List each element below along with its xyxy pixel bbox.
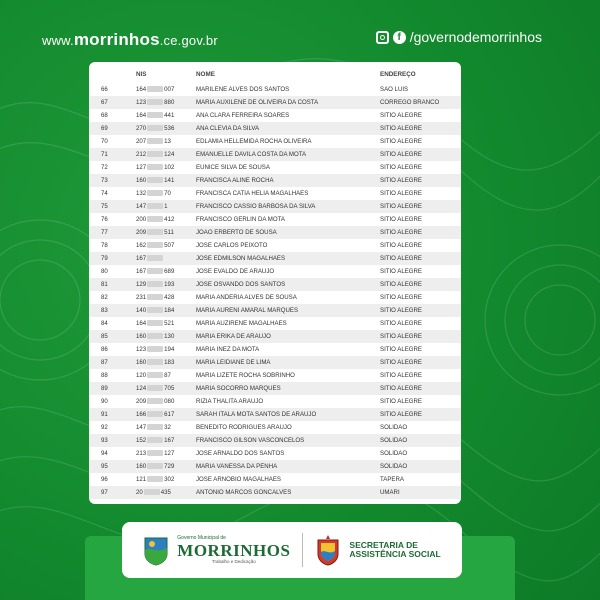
row-nome: JOSE OSVANDO DOS SANTOS bbox=[190, 278, 374, 291]
nis-redacted-mask bbox=[147, 203, 163, 209]
row-nome: JOSE ARNOBIO MAGALHAES bbox=[196, 476, 281, 483]
row-nis bbox=[130, 109, 190, 122]
row-nome: FRANCISCA CATIA HELIA MAGALHAES bbox=[196, 190, 309, 197]
row-nome: FRANCISCO GILSON VASCONCELOS bbox=[190, 434, 374, 447]
row-endereco: SITIO ALEGRE bbox=[374, 148, 461, 161]
nis-redacted-mask bbox=[147, 125, 163, 131]
column-header-nis: NIS bbox=[136, 71, 147, 78]
row-nome: MARILENE ALVES DOS SANTOS bbox=[196, 86, 290, 93]
nis-end: 689 bbox=[164, 268, 175, 275]
nis-redacted-mask bbox=[147, 463, 163, 469]
nis-start: 147 bbox=[136, 424, 147, 431]
table-row bbox=[89, 161, 461, 174]
row-nis bbox=[130, 122, 190, 135]
row-endereco: TAPERA bbox=[380, 476, 404, 483]
row-index: 69 bbox=[89, 122, 130, 135]
nis-start: 212 bbox=[136, 151, 147, 158]
prefeitura-label: Governo Municipal de bbox=[177, 535, 226, 542]
row-nis bbox=[130, 473, 190, 486]
row-nis bbox=[130, 226, 190, 239]
row-index: 79 bbox=[89, 252, 130, 265]
row-nome: MARIA AUZIRENE MAGALHAES bbox=[196, 320, 287, 327]
row-index: 77 bbox=[89, 226, 130, 239]
nis-end: 729 bbox=[164, 463, 175, 470]
nis-end: 441 bbox=[164, 112, 175, 119]
nis-redacted-mask bbox=[147, 398, 163, 404]
nis-redacted-mask bbox=[147, 268, 163, 274]
nis-redacted-mask bbox=[147, 216, 163, 222]
row-nome: ANA CLEVIA DA SILVA bbox=[190, 122, 374, 135]
row-nome: MARIA LEIDIANE DE LIMA bbox=[190, 356, 374, 369]
row-nis bbox=[130, 200, 190, 213]
nis-redacted-mask bbox=[147, 177, 163, 183]
row-index: 90 bbox=[101, 398, 108, 405]
table-row bbox=[89, 447, 461, 460]
row-index: 81 bbox=[89, 278, 130, 291]
nis-start: 166 bbox=[136, 411, 147, 418]
row-nome: FRANCISCA ALINE ROCHA bbox=[190, 174, 374, 187]
row-nome: MARIA VANESSA DA PENHA bbox=[190, 460, 374, 473]
table-row bbox=[89, 96, 461, 109]
row-nis bbox=[130, 304, 190, 317]
nis-redacted-mask bbox=[147, 164, 163, 170]
row-index: 80 bbox=[101, 268, 108, 275]
nis-redacted-mask bbox=[147, 242, 163, 248]
row-nis bbox=[130, 434, 190, 447]
nis-redacted-mask bbox=[147, 138, 163, 144]
row-nome: FRANCISCO GERLIN DA MOTA bbox=[196, 216, 285, 223]
row-index: 97 bbox=[89, 486, 130, 499]
nis-start: 209 bbox=[136, 398, 147, 405]
column-header-nome: NOME bbox=[196, 71, 215, 78]
row-nis bbox=[130, 408, 190, 421]
nis-end: 184 bbox=[164, 307, 175, 314]
nis-end: 183 bbox=[164, 359, 175, 366]
table-row bbox=[89, 291, 461, 304]
beneficiary-table bbox=[89, 62, 461, 499]
row-index: 76 bbox=[101, 216, 108, 223]
row-index: 68 bbox=[101, 112, 108, 119]
nis-redacted-mask bbox=[144, 489, 160, 495]
nis-end: 87 bbox=[164, 372, 171, 379]
row-index: 70 bbox=[101, 138, 108, 145]
row-nome: MARIA AURENI AMARAL MARQUES bbox=[190, 304, 374, 317]
instagram-icon bbox=[376, 31, 389, 44]
nis-end: 102 bbox=[164, 164, 175, 171]
table-row bbox=[89, 343, 461, 356]
row-nome: MARIA ERIKA DE ARAUJO bbox=[190, 330, 374, 343]
nis-redacted-mask bbox=[147, 424, 163, 430]
row-nis bbox=[130, 148, 190, 161]
row-nome: RIZIA THALITA ARAUJO bbox=[196, 398, 264, 405]
site-url-suffix: .ce.gov.br bbox=[159, 33, 218, 48]
row-endereco: SITIO ALEGRE bbox=[380, 164, 422, 171]
nis-redacted-mask bbox=[147, 437, 163, 443]
row-endereco: SITIO ALEGRE bbox=[380, 268, 422, 275]
table-row bbox=[89, 135, 461, 148]
row-endereco: SITIO ALEGRE bbox=[374, 382, 461, 395]
table-row bbox=[89, 356, 461, 369]
row-index: 95 bbox=[89, 460, 130, 473]
row-index: 87 bbox=[89, 356, 130, 369]
nis-end: 521 bbox=[164, 320, 175, 327]
row-index: 94 bbox=[101, 450, 108, 457]
row-nis bbox=[130, 343, 190, 356]
nis-redacted-mask bbox=[147, 190, 163, 196]
row-nome: MARIA INEZ DA MOTA bbox=[196, 346, 260, 353]
table-row bbox=[89, 395, 461, 408]
nis-end: 705 bbox=[164, 385, 175, 392]
nis-end: 141 bbox=[164, 177, 175, 184]
nis-redacted-mask bbox=[147, 411, 163, 417]
site-url-prefix: www. bbox=[42, 33, 74, 48]
row-nis bbox=[130, 174, 190, 187]
nis-start: 123 bbox=[136, 99, 147, 106]
nis-start: 123 bbox=[136, 346, 147, 353]
nis-start: 147 bbox=[136, 203, 147, 210]
nis-start: 167 bbox=[136, 255, 147, 262]
row-nis bbox=[130, 278, 190, 291]
nis-redacted-mask bbox=[147, 320, 163, 326]
row-endereco: SITIO ALEGRE bbox=[380, 346, 422, 353]
row-nome: MARIA AUXILENE DE OLIVEIRA DA COSTA bbox=[190, 96, 374, 109]
column-header-index bbox=[89, 62, 130, 83]
row-nis bbox=[130, 161, 190, 174]
row-nis bbox=[130, 460, 190, 473]
nis-redacted-mask bbox=[147, 294, 163, 300]
row-nome: JOSE EVALDO DE ARAUJO bbox=[196, 268, 275, 275]
row-index: 96 bbox=[101, 476, 108, 483]
row-index: 86 bbox=[101, 346, 108, 353]
nis-start: 200 bbox=[136, 216, 147, 223]
nis-redacted-mask bbox=[147, 359, 163, 365]
table-row bbox=[89, 252, 461, 265]
row-endereco: SITIO ALEGRE bbox=[374, 278, 461, 291]
row-nome: JOSE EDMILSON MAGALHAES bbox=[190, 252, 374, 265]
row-index: 82 bbox=[101, 294, 108, 301]
row-endereco: SITIO ALEGRE bbox=[380, 294, 422, 301]
nis-start: 231 bbox=[136, 294, 147, 301]
nis-redacted-mask bbox=[147, 346, 163, 352]
table-row bbox=[89, 317, 461, 330]
table-row bbox=[89, 408, 461, 421]
nis-end: 617 bbox=[164, 411, 175, 418]
row-endereco: SITIO ALEGRE bbox=[374, 330, 461, 343]
facebook-icon: f bbox=[393, 31, 406, 44]
row-endereco: SITIO ALEGRE bbox=[380, 138, 422, 145]
table-row bbox=[89, 148, 461, 161]
nis-start: 20 bbox=[136, 489, 143, 496]
row-nome: JOSE CARLOS PEIXOTO bbox=[196, 242, 268, 249]
row-endereco: SITIO ALEGRE bbox=[374, 174, 461, 187]
column-header-endereco: ENDEREÇO bbox=[380, 71, 416, 78]
nis-start: 121 bbox=[136, 476, 147, 483]
nis-end: 13 bbox=[164, 138, 171, 145]
row-index: 72 bbox=[101, 164, 108, 171]
nis-start: 207 bbox=[136, 138, 147, 145]
nis-start: 124 bbox=[136, 385, 147, 392]
row-endereco: SITIO ALEGRE bbox=[380, 320, 422, 327]
beneficiary-list-card bbox=[89, 62, 461, 504]
row-index: 83 bbox=[89, 304, 130, 317]
nis-redacted-mask bbox=[147, 99, 163, 105]
nis-end: 193 bbox=[164, 281, 175, 288]
nis-start: 160 bbox=[136, 359, 147, 366]
row-endereco: SITIO ALEGRE bbox=[374, 200, 461, 213]
row-endereco: SITIO ALEGRE bbox=[374, 226, 461, 239]
nis-end: 167 bbox=[164, 437, 175, 444]
row-index: 85 bbox=[89, 330, 130, 343]
row-endereco: SITIO ALEGRE bbox=[380, 398, 422, 405]
nis-end: 507 bbox=[164, 242, 175, 249]
nis-redacted-mask bbox=[147, 450, 163, 456]
row-nis bbox=[130, 395, 190, 408]
table-header-row bbox=[89, 62, 461, 83]
nis-redacted-mask bbox=[147, 255, 163, 261]
nis-start: 167 bbox=[136, 268, 147, 275]
row-nome: SARAH ITALA MOTA SANTOS DE ARAUJO bbox=[190, 408, 374, 421]
nis-start: 162 bbox=[136, 242, 147, 249]
row-endereco: SOLIDAO bbox=[380, 424, 408, 431]
nis-start: 127 bbox=[136, 164, 147, 171]
table-body bbox=[89, 83, 461, 499]
city-name: MORRINHOS bbox=[177, 540, 291, 560]
city-logo-text bbox=[177, 536, 290, 564]
nis-start: 140 bbox=[136, 307, 147, 314]
row-endereco: SITIO ALEGRE bbox=[374, 252, 461, 265]
nis-end: 124 bbox=[164, 151, 175, 158]
nis-redacted-mask bbox=[147, 372, 163, 378]
table-row bbox=[89, 109, 461, 122]
nis-redacted-mask bbox=[147, 333, 163, 339]
city-logo-icon bbox=[143, 534, 169, 566]
table-row bbox=[89, 369, 461, 382]
nis-start: 132 bbox=[136, 190, 147, 197]
footer-logo-card bbox=[122, 522, 462, 578]
table-row bbox=[89, 226, 461, 239]
secretaria-text bbox=[349, 541, 440, 560]
row-nis bbox=[130, 213, 190, 226]
row-nome: FRANCISCO CASSIO BARBOSA DA SILVA bbox=[190, 200, 374, 213]
nis-start: 213 bbox=[136, 450, 147, 457]
table-row bbox=[89, 434, 461, 447]
table-row bbox=[89, 213, 461, 226]
secretaria-line-1: SECRETARIA DE bbox=[349, 539, 418, 550]
nis-end: 412 bbox=[164, 216, 175, 223]
row-nis bbox=[130, 239, 190, 252]
row-nome: MARIA ANDERIA ALVES DE SOUSA bbox=[196, 294, 297, 301]
row-endereco: SOLIDAO bbox=[374, 434, 461, 447]
row-index: 78 bbox=[101, 242, 108, 249]
social-handle[interactable] bbox=[376, 29, 542, 45]
nis-start: 120 bbox=[136, 372, 147, 379]
row-endereco: SOLIDAO bbox=[380, 450, 408, 457]
row-index: 66 bbox=[101, 86, 108, 93]
row-endereco: SITIO ALEGRE bbox=[374, 356, 461, 369]
row-endereco: SAO LUIS bbox=[380, 86, 409, 93]
nis-end: 70 bbox=[164, 190, 171, 197]
row-index: 89 bbox=[89, 382, 130, 395]
row-index: 75 bbox=[89, 200, 130, 213]
row-nis bbox=[130, 382, 190, 395]
table-row bbox=[89, 187, 461, 200]
nis-redacted-mask bbox=[147, 476, 163, 482]
nis-redacted-mask bbox=[147, 281, 163, 287]
row-nis bbox=[130, 291, 190, 304]
row-endereco: UMARI bbox=[374, 486, 461, 499]
nis-redacted-mask bbox=[147, 385, 163, 391]
row-nome: EMANUELLE DAVILA COSTA DA MOTA bbox=[190, 148, 374, 161]
table-row bbox=[89, 304, 461, 317]
nis-end: 130 bbox=[164, 333, 175, 340]
site-url[interactable] bbox=[42, 30, 218, 50]
nis-start: 160 bbox=[136, 463, 147, 470]
row-nis bbox=[130, 265, 190, 278]
row-index: 71 bbox=[89, 148, 130, 161]
secretaria-line-2: ASSISTÊNCIA SOCIAL bbox=[349, 549, 441, 559]
row-nome: ANTONIO MARCOS GONCALVES bbox=[190, 486, 374, 499]
table-row bbox=[89, 460, 461, 473]
nis-start: 160 bbox=[136, 333, 147, 340]
row-index: 74 bbox=[101, 190, 108, 197]
row-nome: MARIA SOCORRO MARQUES bbox=[190, 382, 374, 395]
table-row bbox=[89, 200, 461, 213]
row-endereco: SITIO ALEGRE bbox=[374, 304, 461, 317]
nis-end: 302 bbox=[164, 476, 175, 483]
site-url-brand: morrinhos bbox=[73, 30, 160, 49]
row-nis bbox=[130, 369, 190, 382]
row-endereco: SITIO ALEGRE bbox=[374, 408, 461, 421]
row-nis bbox=[130, 252, 190, 265]
nis-end: 428 bbox=[164, 294, 175, 301]
nis-redacted-mask bbox=[147, 151, 163, 157]
logo-divider bbox=[302, 533, 303, 567]
row-endereco: SITIO ALEGRE bbox=[380, 242, 422, 249]
row-endereco: SITIO ALEGRE bbox=[380, 112, 422, 119]
table-row bbox=[89, 278, 461, 291]
nis-start: 209 bbox=[136, 229, 147, 236]
row-nis bbox=[130, 330, 190, 343]
row-endereco: SITIO ALEGRE bbox=[374, 122, 461, 135]
social-handle-text: /governodemorrinhos bbox=[409, 29, 542, 45]
row-nome: EUNICE SILVA DE SOUSA bbox=[196, 164, 270, 171]
nis-redacted-mask bbox=[147, 229, 163, 235]
nis-end: 194 bbox=[164, 346, 175, 353]
row-nis bbox=[130, 356, 190, 369]
table-row bbox=[89, 486, 461, 499]
city-tagline: Trabalho e Dedicação bbox=[211, 558, 256, 564]
table-row bbox=[89, 473, 461, 486]
row-index: 93 bbox=[89, 434, 130, 447]
row-endereco: SITIO ALEGRE bbox=[380, 190, 422, 197]
municipal-crest-icon bbox=[315, 534, 341, 566]
row-nome: JOSE ARNALDO DOS SANTOS bbox=[196, 450, 285, 457]
row-nis bbox=[130, 83, 190, 96]
row-index: 67 bbox=[89, 96, 130, 109]
table-row bbox=[89, 265, 461, 278]
nis-end: 880 bbox=[164, 99, 175, 106]
table-row bbox=[89, 174, 461, 187]
nis-end: 080 bbox=[164, 398, 175, 405]
nis-start: 270 bbox=[136, 125, 147, 132]
row-nome: JOAO ERBERTO DE SOUSA bbox=[190, 226, 374, 239]
nis-start: 164 bbox=[136, 86, 147, 93]
nis-start: 164 bbox=[136, 112, 147, 119]
row-index: 84 bbox=[101, 320, 108, 327]
row-nome: ANA CLARA FERREIRA SOARES bbox=[196, 112, 290, 119]
table-row bbox=[89, 421, 461, 434]
row-nome: MARIA LIZETE ROCHA SOBRINHO bbox=[196, 372, 295, 379]
nis-end: 007 bbox=[164, 86, 175, 93]
nis-start: 160 bbox=[136, 177, 147, 184]
row-index: 88 bbox=[101, 372, 108, 379]
nis-end: 32 bbox=[164, 424, 171, 431]
row-endereco: SITIO ALEGRE bbox=[380, 216, 422, 223]
row-index: 92 bbox=[101, 424, 108, 431]
row-nis bbox=[130, 135, 190, 148]
nis-redacted-mask bbox=[147, 307, 163, 313]
table-row bbox=[89, 83, 461, 96]
table-row bbox=[89, 382, 461, 395]
row-nis bbox=[130, 486, 190, 499]
row-nis bbox=[130, 421, 190, 434]
table-row bbox=[89, 239, 461, 252]
nis-start: 164 bbox=[136, 320, 147, 327]
nis-start: 152 bbox=[136, 437, 147, 444]
table-row bbox=[89, 122, 461, 135]
nis-end: 511 bbox=[164, 229, 174, 236]
row-endereco: CORREGO BRANCO bbox=[374, 96, 461, 109]
row-nome: EDLAMIA HELLEMIDA ROCHA OLIVEIRA bbox=[196, 138, 312, 145]
nis-start: 129 bbox=[136, 281, 147, 288]
nis-redacted-mask bbox=[147, 112, 163, 118]
nis-end: 1 bbox=[164, 203, 168, 210]
row-index: 91 bbox=[89, 408, 130, 421]
row-nis bbox=[130, 187, 190, 200]
nis-end: 127 bbox=[164, 450, 175, 457]
row-nis bbox=[130, 447, 190, 460]
row-index: 73 bbox=[89, 174, 130, 187]
row-endereco: SOLIDAO bbox=[374, 460, 461, 473]
row-nis bbox=[130, 317, 190, 330]
nis-end: 435 bbox=[160, 489, 171, 496]
nis-end: 536 bbox=[164, 125, 175, 132]
row-endereco: SITIO ALEGRE bbox=[380, 372, 422, 379]
row-nis bbox=[130, 96, 190, 109]
table-row bbox=[89, 330, 461, 343]
row-nome: BENEDITO RODRIGUES ARAUJO bbox=[196, 424, 292, 431]
nis-redacted-mask bbox=[147, 86, 163, 92]
